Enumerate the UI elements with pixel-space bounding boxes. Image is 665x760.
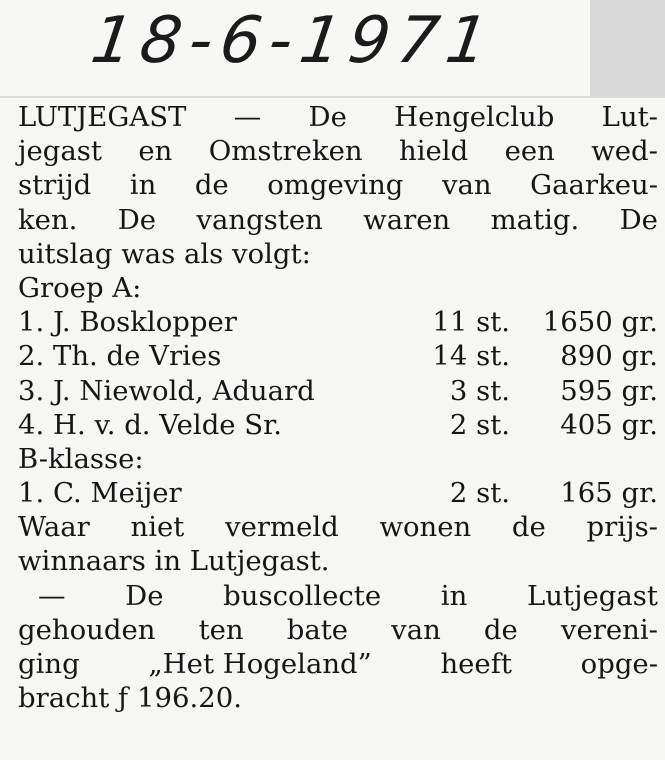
word: hield (399, 135, 469, 168)
word: — (38, 579, 66, 612)
word: heeft (440, 648, 512, 680)
word: strijd (18, 169, 92, 202)
word: Gaarkeu- (530, 169, 658, 202)
collecte-paragraph (18, 579, 658, 682)
word: gehouden (18, 613, 156, 646)
word: prijs- (586, 511, 658, 544)
result-weight: 595 gr. (560, 374, 658, 407)
result-weight: 890 gr. (560, 340, 658, 373)
article-intro (18, 100, 658, 237)
word: een (504, 135, 555, 168)
result-name: 1. J. Bosklopper (18, 306, 237, 339)
word: LUTJEGAST (18, 101, 187, 133)
word: en (138, 135, 173, 168)
result-weight: 165 gr. (560, 477, 658, 510)
result-row (18, 476, 658, 510)
word: in (129, 169, 157, 202)
word: de (483, 613, 518, 646)
result-weight: 1650 gr. (542, 306, 658, 339)
intro-line (18, 134, 658, 168)
word: bate (286, 613, 349, 646)
result-row (18, 408, 658, 442)
article-body (18, 100, 658, 715)
word: Lutjegast (526, 579, 658, 612)
b-klasse-heading: B-klasse: (18, 442, 144, 475)
word: waren (363, 203, 451, 236)
word: Hengelclub (394, 101, 555, 133)
date-paper (0, 0, 590, 96)
word: wed- (591, 135, 658, 168)
result-row (18, 374, 658, 408)
word: niet (130, 511, 185, 544)
intro-line (18, 168, 658, 202)
b-klasse-results (18, 476, 658, 510)
group-a-results (18, 305, 658, 442)
note-line (18, 510, 658, 544)
word: vereni- (560, 613, 658, 646)
result-row (18, 339, 658, 373)
result-name: 4. H. v. d. Velde Sr. (18, 408, 283, 441)
word: in (440, 579, 468, 612)
word: ging (18, 648, 80, 680)
collecte-line (18, 579, 658, 613)
result-weight: 405 gr. (560, 408, 658, 441)
word: vermeld (225, 511, 339, 544)
result-count: 3 st. (449, 374, 510, 407)
word: Lut- (601, 101, 658, 133)
note-paragraph (18, 510, 658, 544)
word: De (125, 579, 164, 612)
result-name: 2. Th. de Vries (18, 340, 222, 373)
result-name: 1. C. Meijer (18, 477, 182, 510)
word: de (511, 511, 546, 544)
word: vangsten (196, 203, 323, 236)
date-strip (0, 0, 665, 98)
collecte-last-line: bracht ƒ 196.20. (18, 682, 242, 715)
handwritten-date: 18-6-1971 (86, 4, 501, 78)
result-name: 3. J. Niewold, Aduard (18, 374, 315, 407)
intro-line (18, 100, 658, 134)
group-a-heading: Groep A: (18, 271, 142, 304)
word: van (441, 169, 492, 202)
word: ten (198, 613, 244, 646)
word: van (391, 613, 441, 646)
word: De (308, 101, 347, 133)
result-count: 14 st. (432, 340, 510, 373)
word: matig. (490, 203, 580, 236)
intro-line (18, 203, 658, 237)
word: jegast (18, 135, 102, 168)
word: Waar (18, 511, 90, 544)
word: buscollecte (223, 579, 382, 612)
word: wonen (379, 511, 472, 544)
collecte-line (18, 613, 658, 647)
intro-last-line: uitslag was als volgt: (18, 237, 311, 270)
word: omgeving (267, 169, 404, 202)
result-count: 2 st. (449, 477, 510, 510)
result-count: 11 st. (432, 306, 510, 339)
note-last-line: winnaars in Lutjegast. (18, 545, 330, 578)
result-row (18, 305, 658, 339)
word: De (117, 203, 157, 236)
word: ken. (18, 203, 78, 236)
word: de (194, 169, 229, 202)
result-count: 2 st. (449, 408, 510, 441)
word: opge- (580, 648, 658, 680)
collecte-line (18, 647, 658, 681)
word: Omstreken (208, 135, 363, 168)
word: — (233, 101, 262, 133)
word: De (619, 203, 658, 236)
word: „Het Hogeland” (148, 648, 372, 680)
